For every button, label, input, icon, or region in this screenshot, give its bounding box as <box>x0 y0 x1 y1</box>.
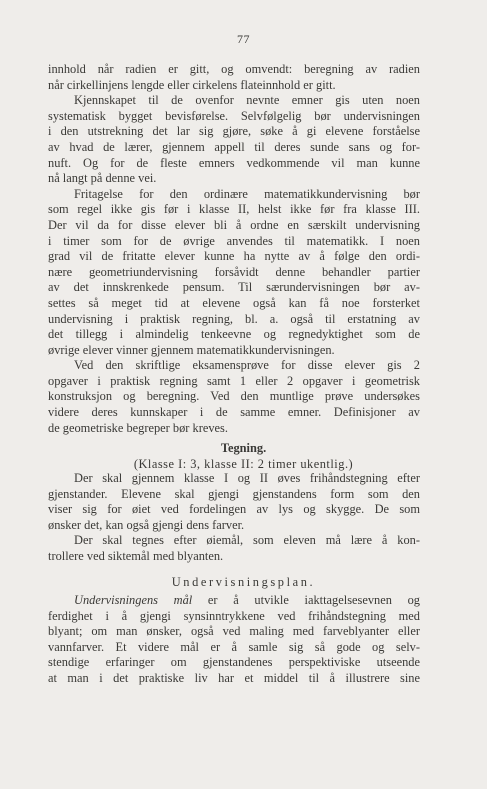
text-line: de geometriske begreper bør kreves. <box>48 420 228 435</box>
text-line: konstruksjon og beregning. Ved den muntlige prøve undersøkes <box>48 389 420 404</box>
text-line: av hvad de lærer, gjennem appell til deres sunde sans og for- <box>48 139 420 154</box>
text-line: systematisk bygget bevisførelse. Selvfølgelig bør undervisningen <box>48 108 420 123</box>
text-line: at man i det praktiske liv har et middel til å illustrere sine <box>48 670 420 685</box>
section-geometry-text <box>48 62 420 436</box>
text-line: grad vil de fritatte elever kunne ha nytte av å følge den ordi- <box>48 249 420 264</box>
text-line: av det innskrenkede pensum. Til særundervisningen bør av- <box>48 280 420 295</box>
text-line: i timer som for de øvrige anvendes til matematikk. I noen <box>48 233 420 248</box>
text-line: nuft. Og for de fleste emners vedkommende vil man kunne <box>48 155 420 170</box>
text-line: blyant; om man ønsker, også ved maling med farveblyanter eller <box>48 624 420 639</box>
text-line: Fritagelse for den ordinære matematikkundervisning bør <box>74 186 420 201</box>
text-line: innhold når radien er gitt, og omvendt: beregning av radien <box>48 62 420 76</box>
text-line: i den utstrekning det lar sig gjøre, søke å gi elevene forståelse <box>48 124 420 139</box>
text-line: det tillegg i almindelig tenkeevne og regnedyktighet som de <box>48 327 420 342</box>
text-line: Der skal gjennem klasse I og II øves frihåndstegning efter <box>74 471 420 485</box>
italic-term: Undervisningens mål <box>74 593 193 607</box>
text-line: opgaver i praktisk regning samt 1 eller 2 opgaver i geometrisk <box>48 373 420 388</box>
section-plan-text <box>48 593 420 687</box>
text-line: videre deres kunnskaper i de samme emner. Definisjoner av <box>48 405 420 420</box>
text-line: Der vil da for disse elever bli å ordne en særskilt undervisning <box>48 217 420 232</box>
text-line: gjenstander. Elevene skal gjengi gjenstandens form som den <box>48 486 420 501</box>
page-number: 77 <box>237 32 250 46</box>
section-drawing-text <box>48 471 420 565</box>
text-line: viser sig for øiet ved fordelingen av lys og skygge. De som <box>48 502 420 517</box>
text-line: Der skal tegnes efter øiemål, som eleven må lære å kon- <box>74 533 420 548</box>
teaching-plan-heading: Undervisningsplan. <box>171 575 316 589</box>
hours-note: (Klasse I: 3, klasse II: 2 timer ukentlig.) <box>133 457 354 471</box>
text-line <box>48 593 420 609</box>
text-line: ferdighet i å gjengi synsinntrykkene ved frihåndstegning med <box>48 608 420 623</box>
text-line: undervisning i praktisk regning, bl. a. også til erstatning av <box>48 311 420 326</box>
text-line: settes så meget tid at elevene også kan få noe forsterket <box>48 295 420 310</box>
text-line: stendige erfaringer om gjenstandenes perspektiviske utseende <box>48 655 420 670</box>
text-line: når cirkellinjens lengde eller cirkelens flateinnhold er gitt. <box>48 77 336 92</box>
text-line: ønsker det, kan også gjengi dens farver. <box>48 517 245 532</box>
text-line: vannfarver. Et videre mål er å samle sig så gode og selv- <box>48 639 420 654</box>
text-line: øvrige elever vinner gjennem matematikkundervisningen. <box>48 342 335 357</box>
text-line: nå langt på denne vei. <box>48 171 157 186</box>
section-heading-tegning: Tegning. <box>220 441 267 455</box>
text-line: nære geometriundervisning forsåvidt denne behandler partier <box>48 264 420 279</box>
text-line: Ved den skriftlige eksamensprøve for disse elever gis 2 <box>74 358 420 373</box>
text-line: Kjennskapet til de ovenfor nevnte emner gis uten noen <box>74 93 420 108</box>
text-line: trollere ved siktemål med blyanten. <box>48 548 224 563</box>
text-line: som regel ikke gis før i klasse II, helst ikke før fra klasse III. <box>48 202 420 217</box>
text-line-rest: er å utvikle iakttagelsesevnen og <box>192 593 420 607</box>
